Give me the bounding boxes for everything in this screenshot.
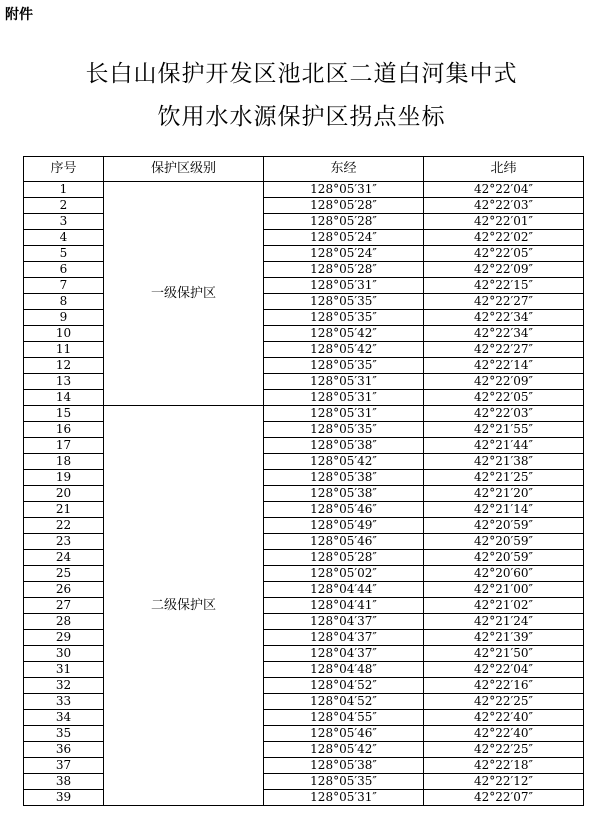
serial-number-cell: 39 bbox=[24, 790, 104, 806]
latitude-cell: 42°22′18″ bbox=[424, 758, 584, 774]
latitude-cell: 42°21′14″ bbox=[424, 502, 584, 518]
serial-number-cell: 23 bbox=[24, 534, 104, 550]
latitude-cell: 42°22′16″ bbox=[424, 678, 584, 694]
serial-number-cell: 7 bbox=[24, 278, 104, 294]
longitude-cell: 128°05′35″ bbox=[264, 774, 424, 790]
longitude-cell: 128°05′38″ bbox=[264, 486, 424, 502]
longitude-cell: 128°05′28″ bbox=[264, 550, 424, 566]
longitude-cell: 128°05′35″ bbox=[264, 422, 424, 438]
protection-level-cell: 一级保护区 bbox=[104, 182, 264, 406]
longitude-cell: 128°05′49″ bbox=[264, 518, 424, 534]
serial-number-cell: 17 bbox=[24, 438, 104, 454]
latitude-cell: 42°22′25″ bbox=[424, 742, 584, 758]
latitude-cell: 42°22′40″ bbox=[424, 726, 584, 742]
column-header-latitude: 北纬 bbox=[424, 157, 584, 182]
longitude-cell: 128°05′02″ bbox=[264, 566, 424, 582]
document-title-line1: 长白山保护开发区池北区二道白河集中式 bbox=[85, 61, 518, 87]
longitude-cell: 128°05′31″ bbox=[264, 278, 424, 294]
serial-number-cell: 8 bbox=[24, 294, 104, 310]
latitude-cell: 42°22′03″ bbox=[424, 198, 584, 214]
serial-number-cell: 11 bbox=[24, 342, 104, 358]
latitude-cell: 42°22′07″ bbox=[424, 790, 584, 806]
longitude-cell: 128°05′38″ bbox=[264, 438, 424, 454]
latitude-cell: 42°21′44″ bbox=[424, 438, 584, 454]
serial-number-cell: 33 bbox=[24, 694, 104, 710]
latitude-cell: 42°22′34″ bbox=[424, 326, 584, 342]
latitude-cell: 42°20′60″ bbox=[424, 566, 584, 582]
table-body bbox=[24, 182, 584, 806]
latitude-cell: 42°22′05″ bbox=[424, 246, 584, 262]
serial-number-cell: 24 bbox=[24, 550, 104, 566]
serial-number-cell: 28 bbox=[24, 614, 104, 630]
serial-number-cell: 22 bbox=[24, 518, 104, 534]
longitude-cell: 128°04′37″ bbox=[264, 630, 424, 646]
latitude-cell: 42°21′39″ bbox=[424, 630, 584, 646]
column-header-longitude: 东经 bbox=[264, 157, 424, 182]
coordinates-table bbox=[23, 156, 584, 806]
latitude-cell: 42°20′59″ bbox=[424, 534, 584, 550]
longitude-cell: 128°05′42″ bbox=[264, 454, 424, 470]
longitude-cell: 128°05′31″ bbox=[264, 390, 424, 406]
longitude-cell: 128°05′24″ bbox=[264, 230, 424, 246]
longitude-cell: 128°04′48″ bbox=[264, 662, 424, 678]
serial-number-cell: 26 bbox=[24, 582, 104, 598]
serial-number-cell: 38 bbox=[24, 774, 104, 790]
serial-number-cell: 35 bbox=[24, 726, 104, 742]
longitude-cell: 128°04′52″ bbox=[264, 678, 424, 694]
latitude-cell: 42°22′27″ bbox=[424, 294, 584, 310]
serial-number-cell: 37 bbox=[24, 758, 104, 774]
document-title-line2: 饮用水水源保护区拐点坐标 bbox=[157, 104, 446, 130]
latitude-cell: 42°22′01″ bbox=[424, 214, 584, 230]
latitude-cell: 42°22′09″ bbox=[424, 262, 584, 278]
longitude-cell: 128°05′38″ bbox=[264, 758, 424, 774]
longitude-cell: 128°05′31″ bbox=[264, 182, 424, 198]
latitude-cell: 42°21′25″ bbox=[424, 470, 584, 486]
longitude-cell: 128°05′46″ bbox=[264, 726, 424, 742]
table-row bbox=[24, 406, 584, 422]
latitude-cell: 42°22′27″ bbox=[424, 342, 584, 358]
serial-number-cell: 10 bbox=[24, 326, 104, 342]
latitude-cell: 42°22′12″ bbox=[424, 774, 584, 790]
longitude-cell: 128°05′31″ bbox=[264, 406, 424, 422]
serial-number-cell: 9 bbox=[24, 310, 104, 326]
column-header-serial: 序号 bbox=[24, 157, 104, 182]
longitude-cell: 128°05′42″ bbox=[264, 326, 424, 342]
longitude-cell: 128°05′31″ bbox=[264, 790, 424, 806]
serial-number-cell: 13 bbox=[24, 374, 104, 390]
latitude-cell: 42°21′38″ bbox=[424, 454, 584, 470]
latitude-cell: 42°21′55″ bbox=[424, 422, 584, 438]
latitude-cell: 42°22′09″ bbox=[424, 374, 584, 390]
latitude-cell: 42°22′25″ bbox=[424, 694, 584, 710]
attachment-label: 附件 bbox=[5, 7, 33, 23]
longitude-cell: 128°04′37″ bbox=[264, 614, 424, 630]
longitude-cell: 128°05′38″ bbox=[264, 470, 424, 486]
serial-number-cell: 30 bbox=[24, 646, 104, 662]
latitude-cell: 42°21′20″ bbox=[424, 486, 584, 502]
table-header-row bbox=[24, 157, 584, 182]
latitude-cell: 42°22′04″ bbox=[424, 662, 584, 678]
latitude-cell: 42°21′00″ bbox=[424, 582, 584, 598]
serial-number-cell: 27 bbox=[24, 598, 104, 614]
latitude-cell: 42°22′34″ bbox=[424, 310, 584, 326]
latitude-cell: 42°21′24″ bbox=[424, 614, 584, 630]
longitude-cell: 128°05′46″ bbox=[264, 534, 424, 550]
serial-number-cell: 6 bbox=[24, 262, 104, 278]
latitude-cell: 42°22′40″ bbox=[424, 710, 584, 726]
column-header-level: 保护区级别 bbox=[104, 157, 264, 182]
table-row bbox=[24, 182, 584, 198]
longitude-cell: 128°05′35″ bbox=[264, 294, 424, 310]
serial-number-cell: 3 bbox=[24, 214, 104, 230]
longitude-cell: 128°05′28″ bbox=[264, 214, 424, 230]
protection-level-cell: 二级保护区 bbox=[104, 406, 264, 806]
longitude-cell: 128°05′31″ bbox=[264, 374, 424, 390]
longitude-cell: 128°04′44″ bbox=[264, 582, 424, 598]
latitude-cell: 42°22′14″ bbox=[424, 358, 584, 374]
serial-number-cell: 14 bbox=[24, 390, 104, 406]
longitude-cell: 128°05′24″ bbox=[264, 246, 424, 262]
serial-number-cell: 12 bbox=[24, 358, 104, 374]
longitude-cell: 128°04′52″ bbox=[264, 694, 424, 710]
longitude-cell: 128°04′41″ bbox=[264, 598, 424, 614]
latitude-cell: 42°22′02″ bbox=[424, 230, 584, 246]
latitude-cell: 42°22′03″ bbox=[424, 406, 584, 422]
latitude-cell: 42°22′04″ bbox=[424, 182, 584, 198]
serial-number-cell: 18 bbox=[24, 454, 104, 470]
serial-number-cell: 15 bbox=[24, 406, 104, 422]
latitude-cell: 42°20′59″ bbox=[424, 550, 584, 566]
longitude-cell: 128°05′42″ bbox=[264, 742, 424, 758]
serial-number-cell: 1 bbox=[24, 182, 104, 198]
serial-number-cell: 29 bbox=[24, 630, 104, 646]
longitude-cell: 128°05′35″ bbox=[264, 358, 424, 374]
longitude-cell: 128°04′37″ bbox=[264, 646, 424, 662]
serial-number-cell: 31 bbox=[24, 662, 104, 678]
serial-number-cell: 2 bbox=[24, 198, 104, 214]
serial-number-cell: 19 bbox=[24, 470, 104, 486]
serial-number-cell: 4 bbox=[24, 230, 104, 246]
serial-number-cell: 16 bbox=[24, 422, 104, 438]
serial-number-cell: 21 bbox=[24, 502, 104, 518]
latitude-cell: 42°21′50″ bbox=[424, 646, 584, 662]
serial-number-cell: 34 bbox=[24, 710, 104, 726]
longitude-cell: 128°05′35″ bbox=[264, 310, 424, 326]
latitude-cell: 42°21′02″ bbox=[424, 598, 584, 614]
serial-number-cell: 20 bbox=[24, 486, 104, 502]
serial-number-cell: 25 bbox=[24, 566, 104, 582]
longitude-cell: 128°04′55″ bbox=[264, 710, 424, 726]
serial-number-cell: 36 bbox=[24, 742, 104, 758]
longitude-cell: 128°05′42″ bbox=[264, 342, 424, 358]
latitude-cell: 42°22′15″ bbox=[424, 278, 584, 294]
serial-number-cell: 32 bbox=[24, 678, 104, 694]
longitude-cell: 128°05′46″ bbox=[264, 502, 424, 518]
latitude-cell: 42°22′05″ bbox=[424, 390, 584, 406]
longitude-cell: 128°05′28″ bbox=[264, 198, 424, 214]
latitude-cell: 42°20′59″ bbox=[424, 518, 584, 534]
serial-number-cell: 5 bbox=[24, 246, 104, 262]
longitude-cell: 128°05′28″ bbox=[264, 262, 424, 278]
